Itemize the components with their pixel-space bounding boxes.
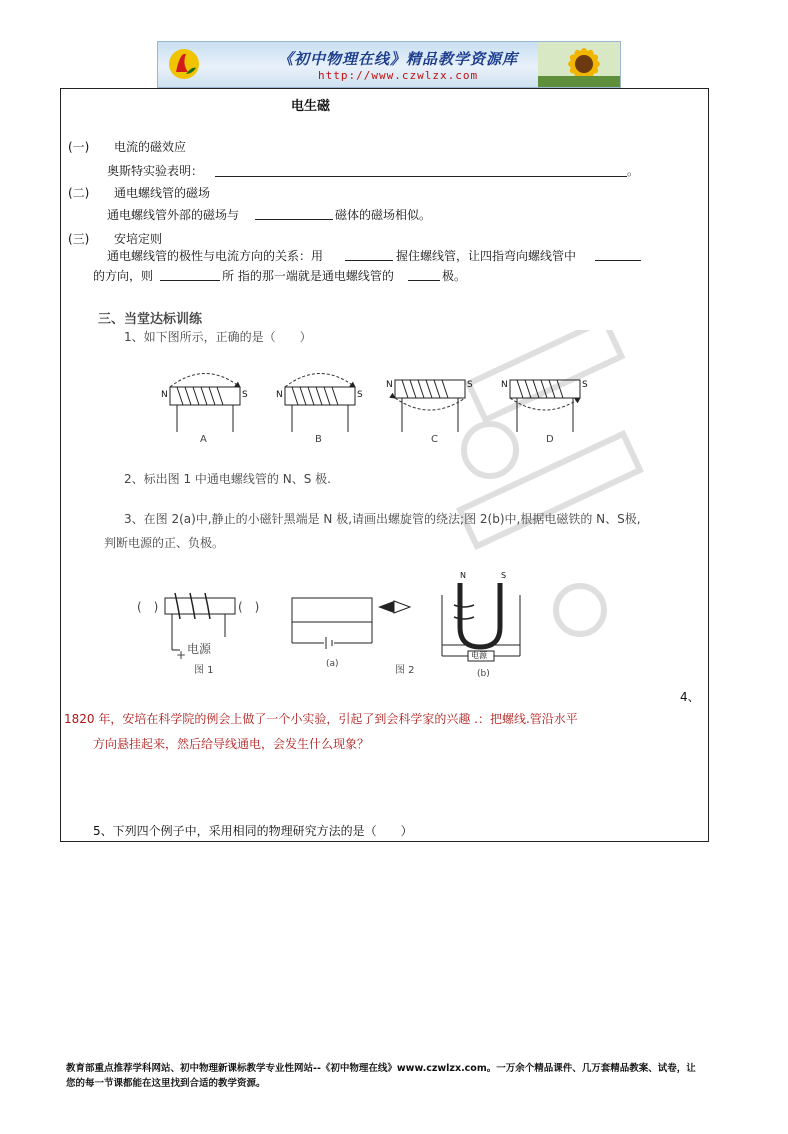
fig2a-caption: (a) (326, 659, 339, 669)
oersted-end: 。 (627, 164, 640, 178)
compass-needle-icon (378, 601, 410, 613)
question-4-line2: 方向悬挂起来，然后给导线通电，会发生什么现象？ (93, 737, 370, 751)
fig2-caption: 图 2 (395, 665, 415, 676)
ampere-rule-line1b: 握住螺线管，让四指弯向螺线管中 (396, 249, 577, 263)
solenoid-field-end: 磁体的磁场相似。 (335, 208, 432, 222)
thumb-blank[interactable] (160, 268, 220, 281)
ampere-rule-line1a: 通电螺线管的极性与电流方向的关系：用 (107, 249, 324, 263)
opt-c-s-label: S (467, 380, 473, 390)
option-c-diagram (395, 380, 465, 432)
fig1-left-paren[interactable]: ( ) (137, 600, 159, 614)
banner-url[interactable]: http://www.czwlzx.com (318, 69, 479, 82)
question-3-line2: 判断电源的正、负极。 (104, 536, 225, 550)
question-4-number: 4、 (680, 690, 700, 704)
current-blank[interactable] (595, 248, 641, 261)
option-b-label[interactable]: B (315, 434, 322, 445)
option-a-label[interactable]: A (200, 434, 207, 445)
section-3-number: (三) (68, 232, 90, 246)
page-title: 电生磁 (291, 99, 331, 114)
section-2-number: (二) (68, 186, 90, 200)
oersted-prompt: 奥斯特实验表明： (107, 164, 204, 178)
section-3-title: 安培定则 (114, 232, 163, 246)
fig1-caption: 图 1 (194, 665, 214, 676)
content-frame (60, 88, 709, 842)
option-c-label[interactable]: C (431, 434, 438, 445)
ampere-rule-line2c: 极。 (442, 269, 467, 283)
option-d-label[interactable]: D (546, 434, 554, 445)
opt-a-n-label: N (161, 390, 168, 400)
sunflower-icon (538, 42, 620, 87)
solenoid-field-prompt: 通电螺线管外部的磁场与 (107, 208, 240, 222)
option-b-diagram (285, 374, 355, 433)
option-d-diagram (510, 380, 580, 432)
q1-solenoid-diagrams (155, 360, 605, 455)
opt-b-s-label: S (357, 390, 363, 400)
figure-2a (292, 598, 372, 649)
opt-d-s-label: S (582, 380, 588, 390)
fig1-plus: + (176, 648, 187, 662)
footer-line-1: 教育部重点推荐学科网站、初中物理新课标教学专业性网站--《初中物理在线》www.czwlzx.com。一万余个精品课件、几万套精品教案、试卷，让 (66, 1063, 696, 1074)
fig1-source-label: 电源 (187, 642, 212, 656)
section-2-title: 通电螺线管的磁场 (114, 186, 211, 200)
footer-line-2: 您的每一节课都能在这里找到合适的教学资源。 (66, 1078, 266, 1089)
section-1-title: 电流的磁效应 (114, 140, 187, 154)
fig2b-caption: (b) (477, 669, 490, 679)
question-2: 2、标出图 1 中通电螺线管的 N、S 极. (124, 472, 331, 486)
oersted-blank[interactable] (215, 164, 627, 177)
site-logo-icon (166, 46, 202, 82)
option-a-diagram (170, 374, 240, 433)
hand-blank[interactable] (345, 248, 393, 261)
question-3-line1: 3、在图 2(a)中,静止的小磁针黑端是 N 极,请画出螺旋管的绕法;图 2(b)中,根据电磁铁的 N、S极, (124, 512, 641, 526)
opt-a-s-label: S (242, 390, 248, 400)
section-1-number: (一) (68, 140, 90, 154)
fig2b-n-label: N (460, 571, 466, 580)
header-banner (157, 41, 621, 88)
ampere-rule-line2a: 的方向，则 (93, 269, 154, 283)
question-1: 1、如下图所示，正确的是（ ） (124, 330, 312, 344)
opt-b-n-label: N (276, 390, 283, 400)
opt-c-n-label: N (386, 380, 393, 390)
question-5: 5、下列四个例子中，采用相同的物理研究方法的是（ ） (93, 824, 413, 838)
training-title: 三、当堂达标训练 (98, 312, 203, 327)
question-4-line1: 1820 年，安培在科学院的例会上做了一个小实验，引起了到会科学家的兴趣 .：把螺线.管沿水平 (64, 712, 578, 726)
magnet-type-blank[interactable] (255, 207, 333, 220)
ampere-rule-line2b: 所 指的那一端就是通电螺线管的 (222, 269, 394, 283)
fig2b-source-label: 电源 (471, 651, 487, 660)
opt-d-n-label: N (501, 380, 508, 390)
fig2b-s-label: S (501, 571, 507, 580)
fig1-right-paren[interactable]: ( ) (238, 600, 260, 614)
banner-title: 《初中物理在线》精品教学资源库 (278, 50, 519, 68)
pole-blank[interactable] (408, 268, 440, 281)
